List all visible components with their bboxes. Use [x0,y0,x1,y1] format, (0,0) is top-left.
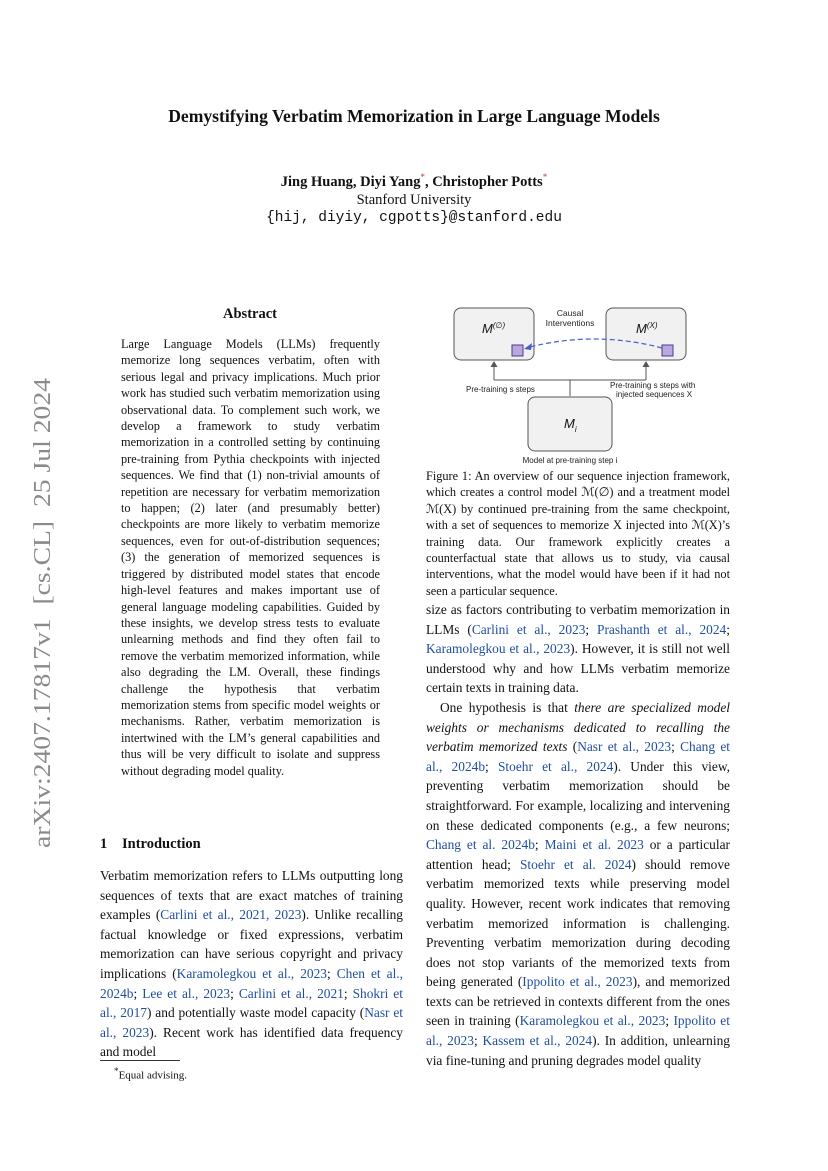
author-list [0,172,828,191]
arxiv-stamp-text: arXiv:2407.17817v1 [cs.CL] 25 Jul 2024 [29,431,56,848]
text-run: ). However, it is still not well understood why and how LLMs verbatim memorize certain texts in training data. [426,641,730,696]
bottom-label: Model at pre-training step i [522,456,618,465]
right-arrow-label-line2: injected sequences X [616,390,693,399]
citation-link[interactable]: Carlini et al., 2021 [238,985,344,1001]
footnote-text: Equal advising. [118,1069,188,1082]
text-run: ; [343,985,353,1001]
paragraph [426,600,730,698]
citation-link[interactable]: Carlini et al., 2021, 2023 [160,907,302,923]
text-run: ; [671,739,681,755]
citation-link[interactable]: Karamolegkou et al., 2023 [176,965,328,981]
citation-link[interactable]: Chen et al., 2024b [100,965,404,1001]
author-names-1: Jing Huang, Diyi Yang [280,173,421,190]
figure-1-caption: Figure 1: An overview of our sequence injection framework, which creates a control model ℳ(∅) and a treatment model ℳ(X) by continued pre-training from the same checkpoint, with a set of sequences to memorize X injected into ℳ(X)’s training data. Our framework explicitly creates a counterfactual state that allows us to study, via causal interventions, what the model would have been if it had not seen a particular sequence. [426,469,730,598]
text-run: ( [567,739,578,755]
citation-link[interactable]: Chang et al. 2024b [426,837,535,853]
text-run: ) should remove verbatim memorized texts while preserving model quality. However, recent work indicates that removing verbatim memorized information is challenging. Preventing verbatim memorization during decoding does not stop variants of the memorized texts from being generated ( [426,856,730,990]
citation-link[interactable]: Kassem et al., 2024 [482,1033,593,1049]
text-run: ; [665,1013,674,1029]
equal-advising-marker-2: * [542,172,548,182]
citation-link[interactable]: Maini et al. 2023 [544,837,644,853]
equal-advising-marker-1: * [420,172,425,182]
text-run: ; [133,985,143,1001]
citation-link[interactable]: Karamolegkou et al., 2023 [426,641,571,657]
citation-link[interactable]: Stoehr et al. 2024 [519,856,632,872]
text-run: ). Unlike recalling factual knowledge or fixed expressions, verbatim memorization can have serious copyright and privacy implications ( [100,907,403,981]
control-model-square [512,345,523,356]
abstract-body: Large Language Models (LLMs) frequently memorize long sequences verbatim, often with serious legal and privacy implications. Much prior work has studied such verbatim memorization using observational data. To complement such work, we develop a framework to study verbatim memorization in a controlled setting by continuing pre-training from Pythia checkpoints with injected sequences. We find that (1) non-trivial amounts of repetition are necessary for verbatim memorization to happen; (2) later (and presumably better) checkpoints are more likely to verbatim memorize sequences, even for out-of-distribution sequences; (3) the generation of memorized sequences is triggered by distributed model states that encode high-level features and makes important use of general language modeling capabilities. Guided by these insights, we develop stress tests to evaluate unlearning methods and find they often fail to remove the verbatim memorized information, while also degrading the LM. Overall, these findings challenge the hypothesis that verbatim memorization stems from specific model weights or mechanisms. Rather, verbatim memorization is intertwined with the LM’s general capabilities and thus will be very difficult to isolate and suppress without degrading model quality. [121,337,380,778]
citation-link[interactable]: Karamolegkou et al., 2023 [519,1013,666,1029]
text-run: ; [726,621,730,637]
base-model-label: $M_i$ [564,416,577,434]
paper-title: Demystifying Verbatim Memorization in Large Language Models [168,106,660,126]
section-title: Introduction [122,836,201,852]
text-run: or a particular attention head; [426,837,730,872]
footnote [114,1066,187,1082]
intro-paragraph [100,866,403,1062]
causal-label-line2: Interventions [545,318,595,328]
citation-link[interactable]: Nasr et al., 2023 [577,739,672,755]
citation-link[interactable]: Lee et al., 2023 [142,985,231,1001]
author-emails: {hij, diyiy, cgpotts}@stanford.edu [266,210,562,226]
right-arrow-label-line1: Pre-training s steps with [610,381,696,390]
text-run: size as factors contributing to verbatim memorization in LLMs ( [426,602,730,637]
causal-label-line1: Causal [556,308,584,318]
figure-1 [426,300,730,468]
text-run: ; [327,965,337,981]
text-run: ). Under this view, preventing verbatim memorization should be straightforward. For example, localizing and intervening on these dedicated components (e.g., a few neurons; [426,758,730,833]
treatment-model-square [662,345,673,356]
footnote-marker: * [114,1066,119,1076]
text-run: ). In addition, unlearning via fine-tuning and pruning degrades model quality [426,1033,730,1068]
abstract-heading: Abstract [223,306,277,322]
arxiv-stamp [18,378,60,848]
text-run: One hypothesis is that [440,699,575,715]
hypothesis-emphasis: there are specialized model weights or mechanisms dedicated to recalling the verbatim memorized texts [426,699,730,755]
text-run: ), and memorized texts can be retrieved in contexts different from the ones seen in training ( [426,974,730,1029]
text-run: ) and potentially waste model capacity ( [147,1005,365,1021]
citation-link[interactable]: Ippolito et al., 2023 [426,1013,730,1049]
citation-link[interactable]: Carlini et al., 2023 [471,621,586,637]
section-heading [100,836,201,853]
citation-link[interactable]: Nasr et al., 2023 [100,1005,404,1040]
right-column-text [426,600,730,1070]
control-model-label: M(∅) [482,321,506,336]
citation-link[interactable]: Prashanth et al., 2024 [597,621,727,637]
citation-link[interactable]: Shokri et al., 2017 [100,985,403,1021]
text-run: ; [230,985,239,1001]
text-run: Verbatim memorization refers to LLMs outputting long sequences of texts that are exact matches of training examples ( [100,868,403,923]
footnote-rule [100,1060,180,1061]
treatment-model-label: $M^{(X)}$ [636,321,658,336]
text-run: ; [585,621,598,637]
affiliation: Stanford University [356,192,472,208]
arrow-head-left [491,361,498,367]
citation-link[interactable]: Chang et al., 2024b [426,739,730,774]
text-run: ). Recent work has identified data frequency and model [100,1024,403,1060]
text-run: ; [473,1033,483,1049]
section-number: 1 [100,836,108,852]
paragraph [426,698,730,1070]
arrow-head-right [643,361,650,367]
text-run: ; [485,758,498,774]
citation-link[interactable]: Stoehr et al., 2024 [497,758,614,774]
citation-link[interactable]: Ippolito et al., 2023 [522,974,633,990]
left-arrow-label: Pre-training s steps [466,385,535,394]
author-names-2: , Christopher Potts [424,173,543,190]
text-run: ; [534,837,545,853]
